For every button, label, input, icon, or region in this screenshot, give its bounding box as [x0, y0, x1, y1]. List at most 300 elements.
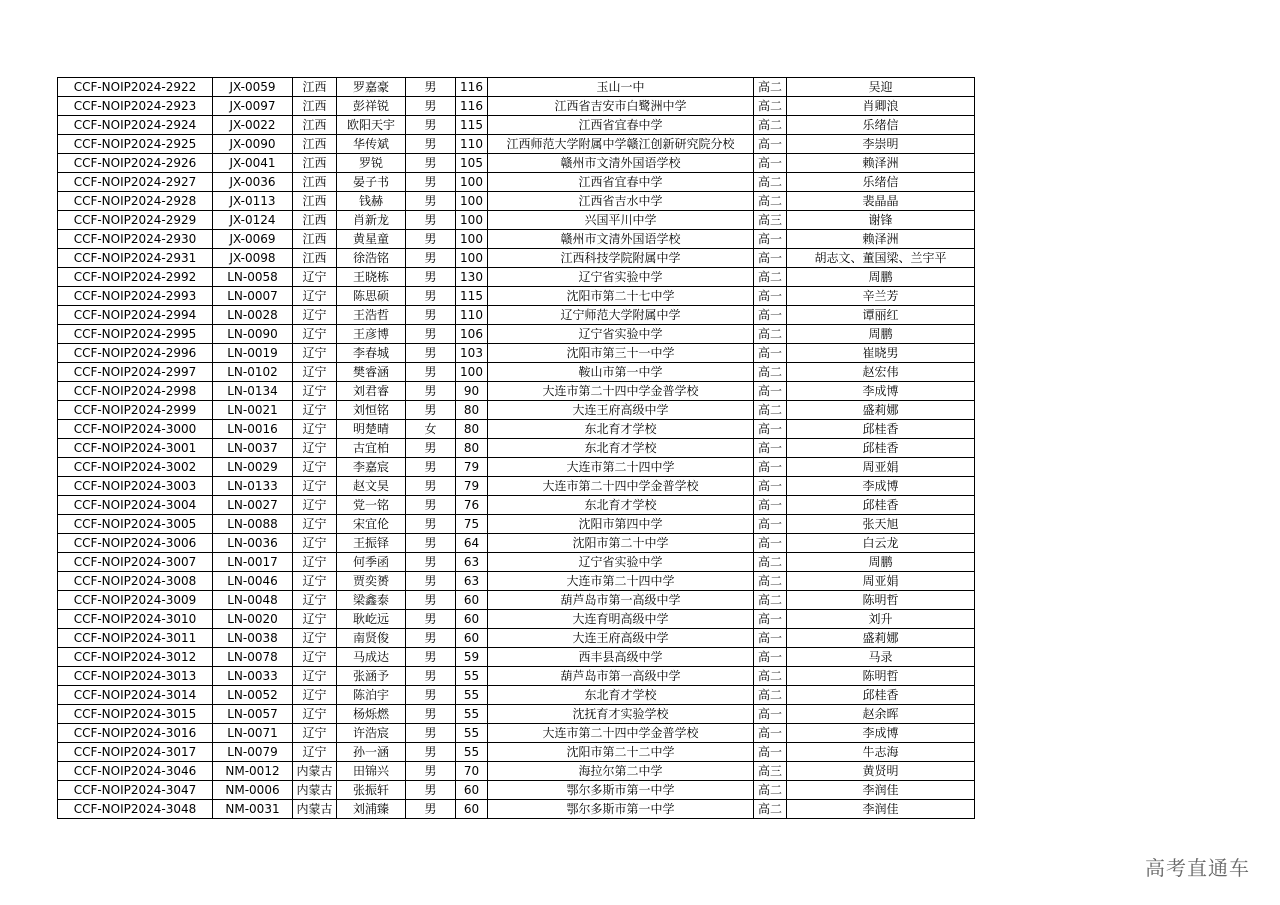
exam-id-cell: CCF-NOIP2024-3012	[58, 648, 213, 667]
coach-cell: 邱桂香	[787, 439, 975, 458]
school-cell: 辽宁师范大学附属中学	[488, 306, 754, 325]
school-cell: 江西省宜春中学	[488, 116, 754, 135]
exam-id-cell: CCF-NOIP2024-2931	[58, 249, 213, 268]
name-cell: 王振铎	[337, 534, 406, 553]
coach-cell: 陈明哲	[787, 667, 975, 686]
exam-id-cell: CCF-NOIP2024-3013	[58, 667, 213, 686]
score-cell: 115	[456, 116, 488, 135]
score-cell: 63	[456, 572, 488, 591]
gender-cell: 男	[406, 553, 456, 572]
coach-cell: 盛莉娜	[787, 401, 975, 420]
school-cell: 东北育才学校	[488, 496, 754, 515]
score-cell: 110	[456, 135, 488, 154]
score-cell: 116	[456, 78, 488, 97]
table-row	[58, 344, 975, 363]
gender-cell: 男	[406, 724, 456, 743]
school-cell: 大连市第二十四中学	[488, 458, 754, 477]
table-row	[58, 420, 975, 439]
table-body	[58, 78, 975, 819]
table-row	[58, 800, 975, 819]
gender-cell: 男	[406, 591, 456, 610]
school-cell: 鄂尔多斯市第一中学	[488, 781, 754, 800]
score-cell: 75	[456, 515, 488, 534]
name-cell: 刘君睿	[337, 382, 406, 401]
score-cell: 100	[456, 173, 488, 192]
province-cell: 江西	[293, 97, 337, 116]
table-row	[58, 230, 975, 249]
exam-id-cell: CCF-NOIP2024-3015	[58, 705, 213, 724]
contestant-code-cell: JX-0059	[213, 78, 293, 97]
contestant-code-cell: JX-0124	[213, 211, 293, 230]
school-cell: 辽宁省实验中学	[488, 325, 754, 344]
coach-cell: 李崇明	[787, 135, 975, 154]
grade-cell: 高一	[754, 534, 787, 553]
province-cell: 辽宁	[293, 534, 337, 553]
exam-id-cell: CCF-NOIP2024-2929	[58, 211, 213, 230]
name-cell: 赵文昊	[337, 477, 406, 496]
exam-id-cell: CCF-NOIP2024-2992	[58, 268, 213, 287]
province-cell: 辽宁	[293, 648, 337, 667]
exam-id-cell: CCF-NOIP2024-2924	[58, 116, 213, 135]
province-cell: 辽宁	[293, 705, 337, 724]
exam-id-cell: CCF-NOIP2024-3010	[58, 610, 213, 629]
province-cell: 辽宁	[293, 572, 337, 591]
exam-id-cell: CCF-NOIP2024-2923	[58, 97, 213, 116]
score-cell: 90	[456, 382, 488, 401]
grade-cell: 高二	[754, 192, 787, 211]
school-cell: 大连市第二十四中学金普学校	[488, 724, 754, 743]
exam-id-cell: CCF-NOIP2024-2998	[58, 382, 213, 401]
gender-cell: 男	[406, 97, 456, 116]
contestant-code-cell: LN-0102	[213, 363, 293, 382]
name-cell: 贾奕赟	[337, 572, 406, 591]
contestant-code-cell: LN-0020	[213, 610, 293, 629]
score-cell: 110	[456, 306, 488, 325]
school-cell: 沈阳市第三十一中学	[488, 344, 754, 363]
table-row	[58, 515, 975, 534]
name-cell: 彭祥锐	[337, 97, 406, 116]
table-row	[58, 78, 975, 97]
name-cell: 张涵予	[337, 667, 406, 686]
exam-id-cell: CCF-NOIP2024-2928	[58, 192, 213, 211]
contestant-code-cell: LN-0021	[213, 401, 293, 420]
score-cell: 105	[456, 154, 488, 173]
contestant-code-cell: LN-0133	[213, 477, 293, 496]
score-cell: 64	[456, 534, 488, 553]
score-cell: 55	[456, 686, 488, 705]
school-cell: 大连王府高级中学	[488, 401, 754, 420]
name-cell: 华传斌	[337, 135, 406, 154]
school-cell: 大连王府高级中学	[488, 629, 754, 648]
coach-cell: 邱桂香	[787, 420, 975, 439]
name-cell: 黄星童	[337, 230, 406, 249]
coach-cell: 刘升	[787, 610, 975, 629]
province-cell: 江西	[293, 230, 337, 249]
province-cell: 辽宁	[293, 553, 337, 572]
name-cell: 杨烁燃	[337, 705, 406, 724]
score-cell: 55	[456, 667, 488, 686]
name-cell: 肖新龙	[337, 211, 406, 230]
province-cell: 江西	[293, 78, 337, 97]
coach-cell: 周亚娟	[787, 572, 975, 591]
name-cell: 徐浩铭	[337, 249, 406, 268]
gender-cell: 男	[406, 667, 456, 686]
coach-cell: 崔晓男	[787, 344, 975, 363]
gender-cell: 男	[406, 743, 456, 762]
exam-id-cell: CCF-NOIP2024-3011	[58, 629, 213, 648]
score-cell: 80	[456, 401, 488, 420]
coach-cell: 周亚娟	[787, 458, 975, 477]
table-row	[58, 325, 975, 344]
coach-cell: 胡志文、董国梁、兰宇平	[787, 249, 975, 268]
province-cell: 辽宁	[293, 515, 337, 534]
name-cell: 何季函	[337, 553, 406, 572]
exam-id-cell: CCF-NOIP2024-2925	[58, 135, 213, 154]
grade-cell: 高二	[754, 591, 787, 610]
score-cell: 100	[456, 249, 488, 268]
contestant-code-cell: NM-0006	[213, 781, 293, 800]
exam-id-cell: CCF-NOIP2024-3000	[58, 420, 213, 439]
table-row	[58, 116, 975, 135]
grade-cell: 高一	[754, 154, 787, 173]
contestant-code-cell: LN-0058	[213, 268, 293, 287]
table-row	[58, 287, 975, 306]
contestant-code-cell: JX-0090	[213, 135, 293, 154]
name-cell: 张振轩	[337, 781, 406, 800]
contestant-code-cell: LN-0078	[213, 648, 293, 667]
table-row	[58, 496, 975, 515]
gender-cell: 女	[406, 420, 456, 439]
grade-cell: 高一	[754, 230, 787, 249]
contestant-code-cell: LN-0027	[213, 496, 293, 515]
province-cell: 辽宁	[293, 363, 337, 382]
coach-cell: 李成博	[787, 724, 975, 743]
school-cell: 葫芦岛市第一高级中学	[488, 667, 754, 686]
school-cell: 江西科技学院附属中学	[488, 249, 754, 268]
table-row	[58, 154, 975, 173]
school-cell: 葫芦岛市第一高级中学	[488, 591, 754, 610]
province-cell: 江西	[293, 249, 337, 268]
exam-id-cell: CCF-NOIP2024-3047	[58, 781, 213, 800]
name-cell: 钱赫	[337, 192, 406, 211]
gender-cell: 男	[406, 154, 456, 173]
school-cell: 西丰县高级中学	[488, 648, 754, 667]
coach-cell: 李成博	[787, 382, 975, 401]
grade-cell: 高一	[754, 610, 787, 629]
score-cell: 60	[456, 781, 488, 800]
coach-cell: 张天旭	[787, 515, 975, 534]
table-row	[58, 762, 975, 781]
grade-cell: 高二	[754, 401, 787, 420]
gender-cell: 男	[406, 781, 456, 800]
gender-cell: 男	[406, 306, 456, 325]
table-row	[58, 743, 975, 762]
name-cell: 王彦博	[337, 325, 406, 344]
score-cell: 100	[456, 363, 488, 382]
province-cell: 辽宁	[293, 610, 337, 629]
table-row	[58, 705, 975, 724]
province-cell: 辽宁	[293, 686, 337, 705]
name-cell: 田锦兴	[337, 762, 406, 781]
province-cell: 辽宁	[293, 591, 337, 610]
contestant-code-cell: LN-0019	[213, 344, 293, 363]
table-row	[58, 686, 975, 705]
contestant-code-cell: JX-0098	[213, 249, 293, 268]
province-cell: 江西	[293, 135, 337, 154]
school-cell: 江西省吉安市白鹭洲中学	[488, 97, 754, 116]
table-row	[58, 306, 975, 325]
watermark-text: 高考直通车	[1145, 856, 1250, 880]
name-cell: 刘恒铭	[337, 401, 406, 420]
contestant-code-cell: JX-0097	[213, 97, 293, 116]
score-cell: 80	[456, 439, 488, 458]
coach-cell: 谢锋	[787, 211, 975, 230]
grade-cell: 高一	[754, 648, 787, 667]
grade-cell: 高一	[754, 382, 787, 401]
table-row	[58, 135, 975, 154]
coach-cell: 马录	[787, 648, 975, 667]
name-cell: 耿屹远	[337, 610, 406, 629]
grade-cell: 高二	[754, 686, 787, 705]
province-cell: 辽宁	[293, 420, 337, 439]
province-cell: 江西	[293, 116, 337, 135]
name-cell: 孙一涵	[337, 743, 406, 762]
contestant-code-cell: NM-0012	[213, 762, 293, 781]
coach-cell: 赖泽洲	[787, 230, 975, 249]
grade-cell: 高二	[754, 97, 787, 116]
exam-id-cell: CCF-NOIP2024-3006	[58, 534, 213, 553]
contestant-code-cell: LN-0016	[213, 420, 293, 439]
gender-cell: 男	[406, 135, 456, 154]
school-cell: 辽宁省实验中学	[488, 553, 754, 572]
name-cell: 党一铭	[337, 496, 406, 515]
coach-cell: 牛志海	[787, 743, 975, 762]
contestant-code-cell: LN-0038	[213, 629, 293, 648]
table-row	[58, 97, 975, 116]
gender-cell: 男	[406, 458, 456, 477]
coach-cell: 邱桂香	[787, 686, 975, 705]
grade-cell: 高二	[754, 116, 787, 135]
contestant-code-cell: JX-0069	[213, 230, 293, 249]
contestant-code-cell: LN-0033	[213, 667, 293, 686]
exam-id-cell: CCF-NOIP2024-2922	[58, 78, 213, 97]
score-cell: 60	[456, 629, 488, 648]
exam-id-cell: CCF-NOIP2024-2930	[58, 230, 213, 249]
table-row	[58, 363, 975, 382]
table-row	[58, 477, 975, 496]
contestant-code-cell: LN-0052	[213, 686, 293, 705]
school-cell: 赣州市文清外国语学校	[488, 230, 754, 249]
school-cell: 大连市第二十四中学	[488, 572, 754, 591]
province-cell: 内蒙古	[293, 800, 337, 819]
coach-cell: 赵余晖	[787, 705, 975, 724]
grade-cell: 高一	[754, 420, 787, 439]
exam-id-cell: CCF-NOIP2024-2927	[58, 173, 213, 192]
table-row	[58, 458, 975, 477]
score-cell: 80	[456, 420, 488, 439]
gender-cell: 男	[406, 249, 456, 268]
school-cell: 东北育才学校	[488, 420, 754, 439]
coach-cell: 李润佳	[787, 800, 975, 819]
grade-cell: 高一	[754, 439, 787, 458]
coach-cell: 周鹏	[787, 553, 975, 572]
grade-cell: 高一	[754, 724, 787, 743]
province-cell: 辽宁	[293, 458, 337, 477]
exam-id-cell: CCF-NOIP2024-3003	[58, 477, 213, 496]
table-row	[58, 591, 975, 610]
score-cell: 100	[456, 192, 488, 211]
name-cell: 陈泊宇	[337, 686, 406, 705]
exam-id-cell: CCF-NOIP2024-3005	[58, 515, 213, 534]
gender-cell: 男	[406, 572, 456, 591]
grade-cell: 高一	[754, 287, 787, 306]
name-cell: 宋宜伦	[337, 515, 406, 534]
table-row	[58, 534, 975, 553]
school-cell: 大连市第二十四中学金普学校	[488, 477, 754, 496]
score-cell: 63	[456, 553, 488, 572]
table-row	[58, 401, 975, 420]
grade-cell: 高一	[754, 629, 787, 648]
coach-cell: 周鹏	[787, 268, 975, 287]
school-cell: 赣州市文清外国语学校	[488, 154, 754, 173]
exam-id-cell: CCF-NOIP2024-3046	[58, 762, 213, 781]
name-cell: 李春城	[337, 344, 406, 363]
table-row	[58, 553, 975, 572]
gender-cell: 男	[406, 515, 456, 534]
exam-id-cell: CCF-NOIP2024-3007	[58, 553, 213, 572]
score-cell: 106	[456, 325, 488, 344]
province-cell: 辽宁	[293, 268, 337, 287]
exam-id-cell: CCF-NOIP2024-2997	[58, 363, 213, 382]
gender-cell: 男	[406, 629, 456, 648]
school-cell: 鞍山市第一中学	[488, 363, 754, 382]
gender-cell: 男	[406, 268, 456, 287]
gender-cell: 男	[406, 363, 456, 382]
gender-cell: 男	[406, 78, 456, 97]
school-cell: 东北育才学校	[488, 686, 754, 705]
gender-cell: 男	[406, 230, 456, 249]
table-row	[58, 382, 975, 401]
gender-cell: 男	[406, 477, 456, 496]
coach-cell: 李成博	[787, 477, 975, 496]
exam-id-cell: CCF-NOIP2024-3009	[58, 591, 213, 610]
score-cell: 79	[456, 477, 488, 496]
contestant-code-cell: LN-0046	[213, 572, 293, 591]
contestant-code-cell: LN-0088	[213, 515, 293, 534]
score-cell: 130	[456, 268, 488, 287]
score-cell: 60	[456, 591, 488, 610]
gender-cell: 男	[406, 116, 456, 135]
grade-cell: 高一	[754, 249, 787, 268]
province-cell: 江西	[293, 154, 337, 173]
grade-cell: 高二	[754, 173, 787, 192]
grade-cell: 高二	[754, 553, 787, 572]
exam-id-cell: CCF-NOIP2024-3002	[58, 458, 213, 477]
score-cell: 55	[456, 743, 488, 762]
gender-cell: 男	[406, 705, 456, 724]
gender-cell: 男	[406, 610, 456, 629]
exam-id-cell: CCF-NOIP2024-3017	[58, 743, 213, 762]
grade-cell: 高一	[754, 135, 787, 154]
exam-id-cell: CCF-NOIP2024-3048	[58, 800, 213, 819]
score-cell: 100	[456, 230, 488, 249]
score-cell: 79	[456, 458, 488, 477]
exam-id-cell: CCF-NOIP2024-3014	[58, 686, 213, 705]
coach-cell: 裴晶晶	[787, 192, 975, 211]
grade-cell: 高一	[754, 515, 787, 534]
gender-cell: 男	[406, 325, 456, 344]
school-cell: 沈阳市第四中学	[488, 515, 754, 534]
name-cell: 南贤俊	[337, 629, 406, 648]
school-cell: 辽宁省实验中学	[488, 268, 754, 287]
province-cell: 内蒙古	[293, 781, 337, 800]
name-cell: 刘浦臻	[337, 800, 406, 819]
school-cell: 大连育明高级中学	[488, 610, 754, 629]
coach-cell: 白云龙	[787, 534, 975, 553]
province-cell: 辽宁	[293, 287, 337, 306]
grade-cell: 高二	[754, 667, 787, 686]
score-cell: 70	[456, 762, 488, 781]
exam-id-cell: CCF-NOIP2024-2926	[58, 154, 213, 173]
table-row	[58, 173, 975, 192]
school-cell: 大连市第二十四中学金普学校	[488, 382, 754, 401]
table-row	[58, 192, 975, 211]
name-cell: 罗嘉豪	[337, 78, 406, 97]
school-cell: 玉山一中	[488, 78, 754, 97]
contestant-code-cell: JX-0113	[213, 192, 293, 211]
grade-cell: 高一	[754, 496, 787, 515]
grade-cell: 高二	[754, 781, 787, 800]
contestant-code-cell: LN-0071	[213, 724, 293, 743]
grade-cell: 高一	[754, 705, 787, 724]
contestant-code-cell: LN-0048	[213, 591, 293, 610]
name-cell: 马成达	[337, 648, 406, 667]
contestant-code-cell: LN-0134	[213, 382, 293, 401]
grade-cell: 高三	[754, 211, 787, 230]
coach-cell: 肖卿浪	[787, 97, 975, 116]
grade-cell: 高二	[754, 800, 787, 819]
gender-cell: 男	[406, 686, 456, 705]
gender-cell: 男	[406, 211, 456, 230]
name-cell: 罗锐	[337, 154, 406, 173]
score-cell: 115	[456, 287, 488, 306]
exam-id-cell: CCF-NOIP2024-3001	[58, 439, 213, 458]
gender-cell: 男	[406, 173, 456, 192]
gender-cell: 男	[406, 648, 456, 667]
score-cell: 55	[456, 724, 488, 743]
contestant-code-cell: JX-0041	[213, 154, 293, 173]
exam-id-cell: CCF-NOIP2024-2995	[58, 325, 213, 344]
exam-id-cell: CCF-NOIP2024-3016	[58, 724, 213, 743]
gender-cell: 男	[406, 762, 456, 781]
gender-cell: 男	[406, 534, 456, 553]
name-cell: 梁鑫泰	[337, 591, 406, 610]
name-cell: 许浩宸	[337, 724, 406, 743]
province-cell: 辽宁	[293, 743, 337, 762]
contestant-code-cell: LN-0007	[213, 287, 293, 306]
score-cell: 100	[456, 211, 488, 230]
coach-cell: 周鹏	[787, 325, 975, 344]
coach-cell: 李润佳	[787, 781, 975, 800]
score-cell: 116	[456, 97, 488, 116]
contestant-code-cell: LN-0017	[213, 553, 293, 572]
exam-id-cell: CCF-NOIP2024-2993	[58, 287, 213, 306]
gender-cell: 男	[406, 800, 456, 819]
school-cell: 沈阳市第二十七中学	[488, 287, 754, 306]
school-cell: 沈阳市第二十二中学	[488, 743, 754, 762]
table-row	[58, 648, 975, 667]
province-cell: 辽宁	[293, 439, 337, 458]
